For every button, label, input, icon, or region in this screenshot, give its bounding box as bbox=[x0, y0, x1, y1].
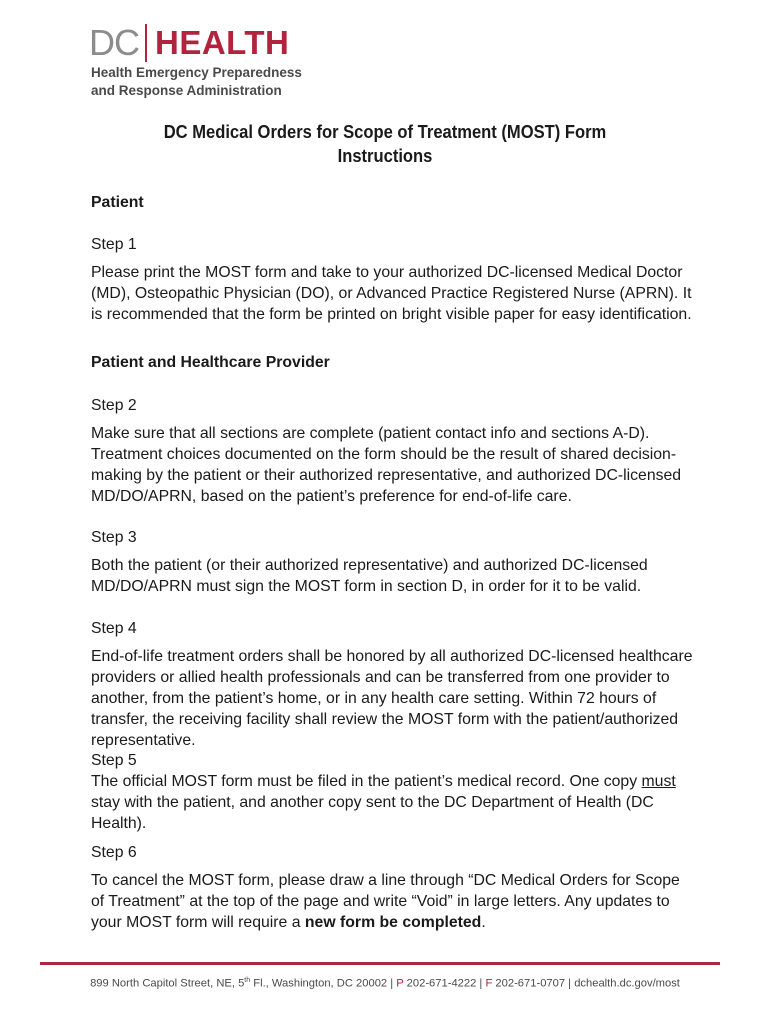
footer-fax-label: F bbox=[485, 977, 493, 990]
step-3-text: Both the patient (or their authorized representative) and authorized DC-licensed MD/DO/APRN must sign the MOST form in section D, in order for it to be valid. bbox=[91, 557, 648, 595]
document-title bbox=[31, 120, 739, 168]
footer-fax-and-url: 202-671-0707 | dchealth.dc.gov/most bbox=[492, 977, 680, 990]
step-6-bold: new form be completed bbox=[304, 914, 482, 931]
department-line-1: Health Emergency Preparedness bbox=[91, 65, 302, 80]
footer-address-b: Fl., Washington, DC 20002 | bbox=[250, 977, 397, 990]
step-5-text-a: The official MOST form must be filed in the patient’s medical record. One copy bbox=[91, 773, 642, 790]
step-6-text bbox=[91, 870, 696, 933]
title-line-1: DC Medical Orders for Scope of Treatment (MOST) Form bbox=[163, 122, 607, 142]
footer-phone: 202-671-4222 | bbox=[403, 977, 486, 990]
step-5-text-b: stay with the patient, and another copy sent to the DC Department of Health (DC Health). bbox=[91, 794, 654, 832]
step-3-label: Step 3 bbox=[91, 529, 137, 546]
logo-dc-text: DC bbox=[89, 22, 139, 63]
step-1-text: Please print the MOST form and take to your authorized DC-licensed Medical Doctor (MD), Osteopathic Physician (DO), or Advanced Practice Registered Nurse (APRN). It is recommended that the form be printed on bright visible paper for easy identification. bbox=[91, 264, 692, 323]
footer-phone-label: P bbox=[396, 977, 404, 990]
section-heading-provider: Patient and Healthcare Provider bbox=[91, 354, 330, 371]
footer-contact bbox=[0, 977, 770, 990]
logo-health-text: HEALTH bbox=[155, 24, 290, 61]
footer-divider bbox=[40, 962, 720, 965]
step-4-text: End-of-life treatment orders shall be honored by all authorized DC-licensed healthcare providers or allied health professionals and can be transferred from one provider to another, from the patient’s home, or in any health care setting. Within 72 hours of transfer, the receiving facility shall review the MOST form with the patient/authorized representative. bbox=[91, 648, 693, 749]
title-line-2: Instructions bbox=[337, 146, 433, 166]
step-5-text bbox=[91, 771, 696, 834]
step-6-label: Step 6 bbox=[91, 844, 137, 861]
step-5-emphasis: must bbox=[641, 773, 676, 790]
footer-address-sup: th bbox=[244, 977, 251, 984]
logo-divider bbox=[145, 24, 147, 62]
dc-health-logo bbox=[89, 22, 289, 64]
step-2-text: Make sure that all sections are complete (patient contact info and sections A-D). Treatment choices documented on the form should be the result of shared decision-making by the patient or their authorized representative, and authorized DC-licensed MD/DO/APRN, based on the patient’s preference for end-of-life care. bbox=[91, 425, 682, 505]
department-name bbox=[91, 64, 302, 99]
section-heading-patient: Patient bbox=[91, 194, 144, 211]
step-6-text-b: . bbox=[481, 914, 486, 931]
step-4-label: Step 4 bbox=[91, 620, 137, 637]
step-5-label: Step 5 bbox=[91, 752, 137, 769]
step-1-label: Step 1 bbox=[91, 236, 137, 253]
department-line-2: and Response Administration bbox=[91, 82, 282, 98]
step-6-text-a: To cancel the MOST form, please draw a line through “DC Medical Orders for Scope of Treatment” at the top of the page and write “Void” in large letters. Any updates to your MOST form will require a bbox=[91, 872, 680, 931]
step-2-label: Step 2 bbox=[91, 397, 137, 414]
footer-address-a: 899 North Capitol Street, NE, 5 bbox=[90, 977, 245, 990]
